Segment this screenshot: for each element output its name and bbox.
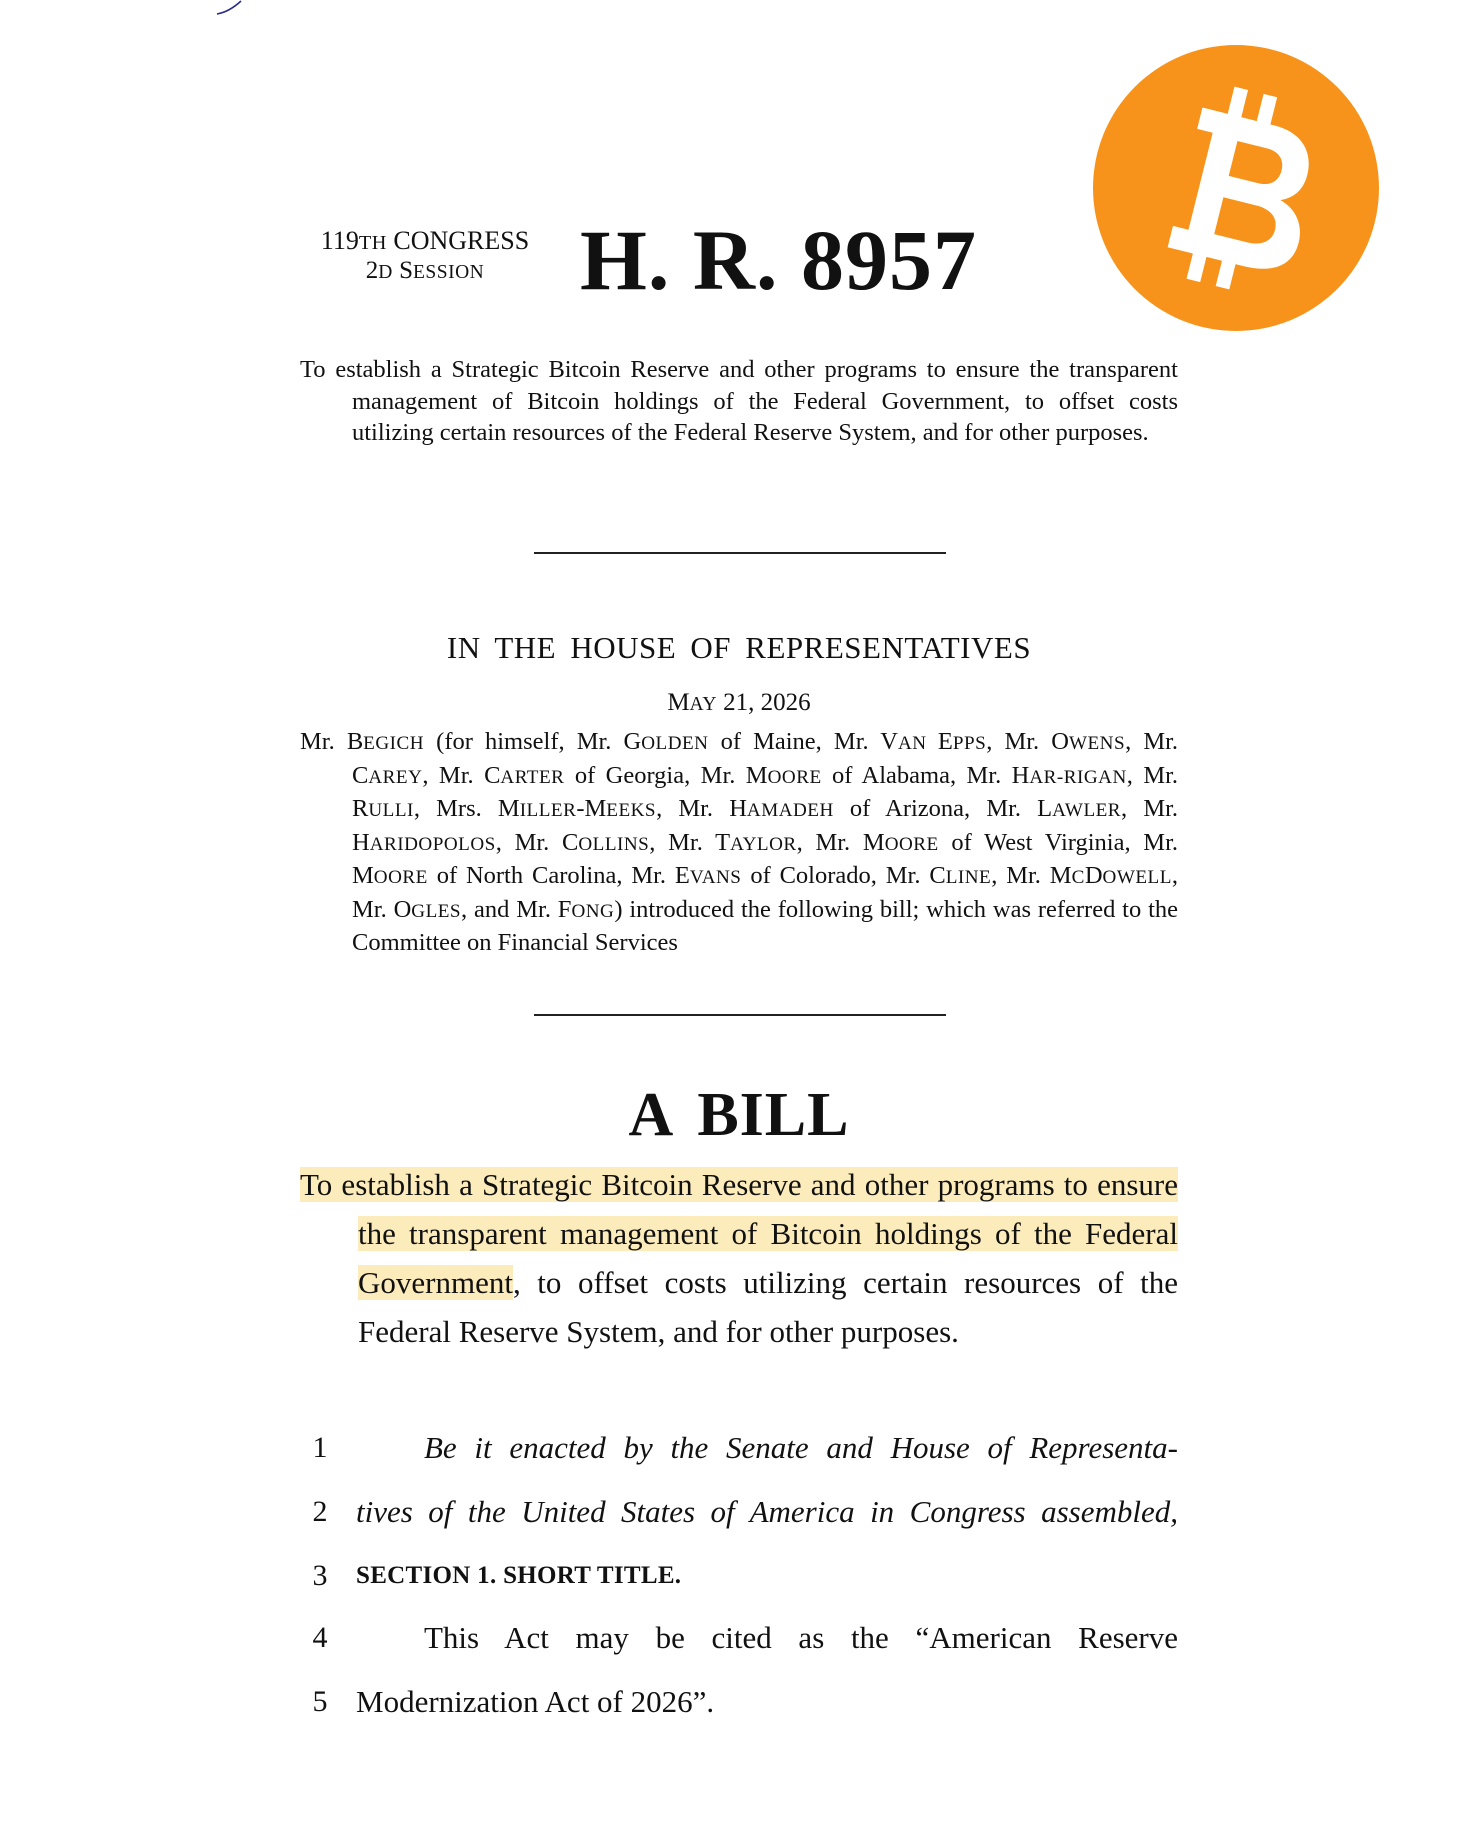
- sponsor-entry: Mr. MCDOWELL,: [1006, 862, 1179, 889]
- session-number: 2D SESSION: [365, 257, 485, 284]
- sponsor-entry: Mr. COLLINS,: [514, 828, 669, 856]
- sponsor-entry: Mr. OWENS,: [1004, 728, 1144, 755]
- sponsor-entry: Mr. MOORE of West Virginia,: [815, 828, 1144, 856]
- line-text: Be it enacted by the Senate and House of Representa-: [424, 1430, 1178, 1465]
- sponsor-entry: Mr. EVANS of Colorado,: [631, 862, 886, 889]
- sponsor-entry: Mr. BEGICH (for himself,: [300, 728, 577, 755]
- sponsors-paragraph: [300, 726, 1178, 959]
- chamber-heading: IN THE HOUSE OF REPRESENTATIVES: [446, 630, 1032, 665]
- line-number: 4: [312, 1621, 328, 1654]
- purpose-summary: To establish a Strategic Bitcoin Reserve and other programs to ensure the transparent management of Bitcoin holdings of the Federal Government, to offset costs utilizing certain resources of the Federal Reserve System, and for other purposes.: [300, 356, 1178, 447]
- sponsor-entry: Mr. HAR-RIGAN,: [966, 761, 1144, 789]
- line-text: Modernization Act of 2026”.: [356, 1684, 715, 1719]
- sponsor-entry: Mr. CARTER of Georgia,: [438, 761, 701, 789]
- sponsor-entry: Mrs. MILLER-MEEKS,: [436, 795, 679, 822]
- bill-number: H. R. 8957: [580, 212, 977, 308]
- sponsor-entry: Mr. MOORE of Alabama,: [700, 761, 967, 789]
- divider-rule: [534, 1014, 946, 1016]
- section-heading: SECTION 1. SHORT TITLE.: [356, 1562, 682, 1589]
- corner-ink-mark: [215, 0, 245, 16]
- congress-number: 119TH CONGRESS: [320, 226, 530, 255]
- sponsor-entry: Mr. CLINE,: [885, 862, 1007, 889]
- sponsor-entry: Mr. TAYLOR,: [668, 828, 816, 856]
- divider-rule: [534, 552, 946, 554]
- line-number: 2: [312, 1495, 328, 1528]
- purpose-rest: , to offset costs utilizing certain resources of the Federal Reserve System, and for other purposes.: [358, 1265, 1178, 1349]
- sponsor-entry: Mr. CAREY,: [352, 728, 1179, 789]
- sponsor-entry: Mr. OGLES, and: [352, 895, 517, 923]
- introduction-date: MAY 21, 2026: [667, 689, 811, 716]
- bitcoin-logo-icon: [1092, 44, 1380, 332]
- sponsor-entry: Mr. HAMADEH of Arizona,: [678, 795, 987, 822]
- sponsor-entry: Mr. LAWLER,: [986, 795, 1144, 822]
- line-text: tives of the United States of America in Congress assembled,: [356, 1494, 1178, 1529]
- sponsor-entry: Mr. GOLDEN of Maine,: [576, 728, 834, 755]
- sponsor-entry: Mr. MOORE of North Carolina,: [352, 828, 1179, 889]
- purpose-full: [300, 1160, 1178, 1356]
- sponsor-entry: Mr. FONG) introduced the following bill; which was referred to the Committee on Financial Services: [352, 895, 1178, 956]
- line-number: 5: [312, 1685, 328, 1718]
- sponsor-entry: Mr. HARIDOPOLOS,: [352, 795, 1179, 856]
- a-bill-heading: A BILL: [628, 1081, 850, 1149]
- line-text: This Act may be cited as the “American Reserve: [424, 1620, 1178, 1655]
- line-number: 1: [312, 1431, 328, 1464]
- sponsor-entry: Mr. VAN EPPS,: [833, 728, 1005, 755]
- highlighted-text: To establish a Strategic Bitcoin Reserve and other programs to ensure the transparent management of Bitcoin holdings of the Federal Government: [300, 1167, 1178, 1300]
- sponsor-entry: Mr. RULLI,: [352, 761, 1179, 822]
- line-number: 3: [312, 1559, 328, 1592]
